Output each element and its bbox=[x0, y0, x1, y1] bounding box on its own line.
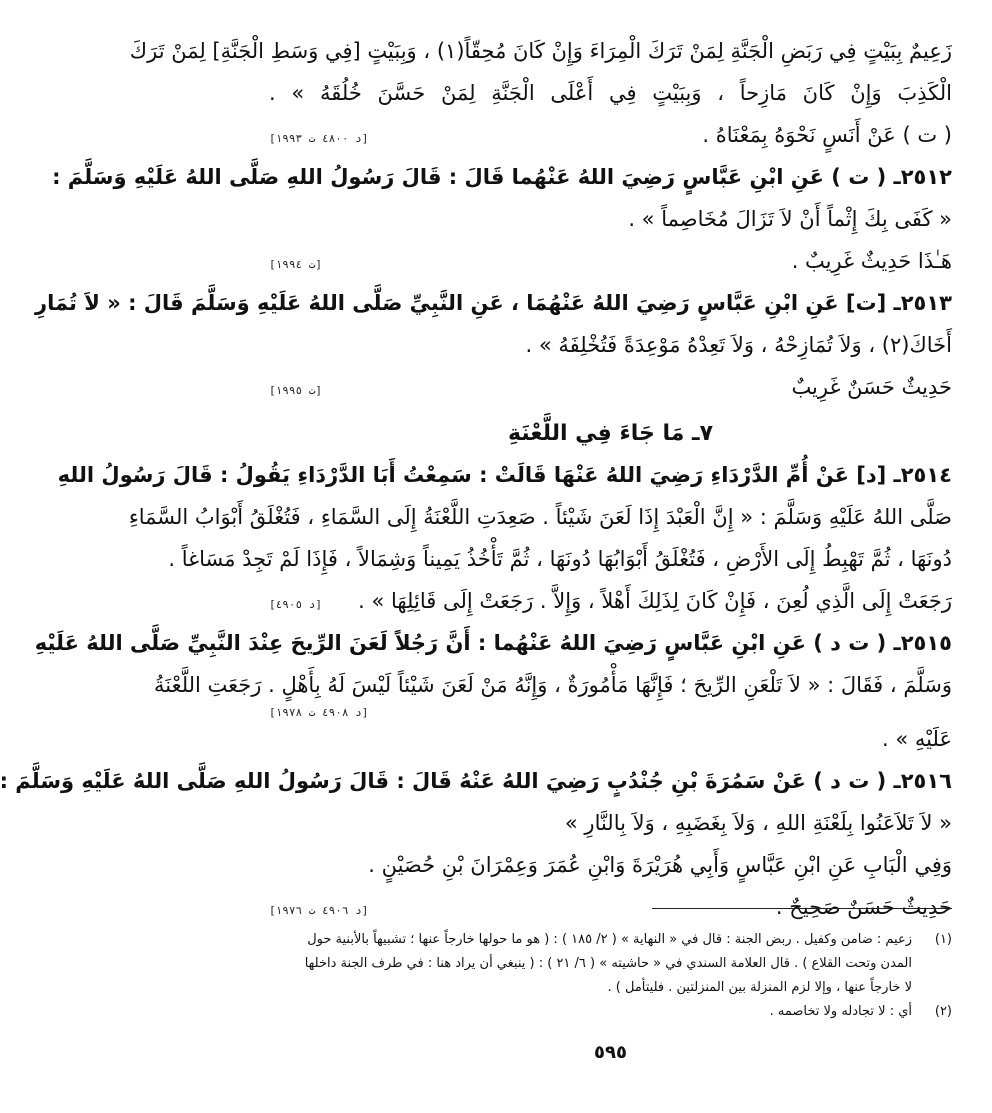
text-line: رَجَعَتْ إِلَى الَّذِي لُعِنَ ، فَإِنْ كَانَ لِذَلِكَ أَهْلاً ، وَإِلاَّ . رَجَعَتْ إِلَى قَائِلِهَا » . bbox=[358, 589, 952, 613]
reference-code: [د ٤٩٠٥] bbox=[269, 598, 322, 611]
text-row bbox=[269, 366, 952, 408]
footnote-line: زعيم : ضامن وكفيل . ربض الجنة : قال في « النهاية » ( ٢/ ١٨٥ ) : ( هو ما حولها خارجاً عنها ؛ تشبيهاً بالأبنية حول bbox=[307, 932, 912, 947]
text-line: عَلَيْهِ » . bbox=[882, 727, 952, 751]
text-line: صَلَّى اللهُ عَلَيْهِ وَسَلَّمَ : « إِنَّ الْعَبْدَ إِذَا لَعَنَ شَيْئاً . صَعِدَتِ اللَّعْنَةُ إِلَى السَّمَاءِ ، فَتُغْلَقُ أَبْوَابُ السَّمَاءِ bbox=[128, 505, 952, 529]
footnote-line: أي : لا تجادله ولا تخاصمه . bbox=[769, 1004, 912, 1019]
hadith-2515-line: ٢٥١٥ـ ( ت د ) عَنِ ابْنِ عَبَّاسٍ رَضِيَ اللهُ عَنْهُما : أَنَّ رَجُلاً لَعَنَ الرِّيحَ عِنْدَ النَّبِيِّ صَلَّى اللهُ عَلَيْهِ bbox=[34, 631, 952, 655]
text-line: دُونَهَا ، ثُمَّ تَهْبِطُ إِلَى الأَرْضِ ، فَتُغْلَقُ أَبْوَابُهَا دُونَهَا ، ثُمَّ تَأْخُذُ يَمِيناً وَشِمَالاً ، فَإِذَا لَمْ تَجِدْ مَسَاغاً . bbox=[168, 547, 952, 571]
footnotes bbox=[269, 928, 952, 1024]
hadith-2512-line: ٢٥١٢ـ ( ت ) عَنِ ابْنِ عَبَّاسٍ رَضِيَ اللهُ عَنْهُما قَالَ : قَالَ رَسُولُ اللهِ صَلَّى اللهُ عَلَيْهِ وَسَلَّمَ : bbox=[52, 165, 952, 189]
footnote-separator bbox=[652, 908, 952, 909]
hadith-2514-line: ٢٥١٤ـ [د] عَنْ أُمِّ الدَّرْدَاءِ رَضِيَ اللهُ عَنْهَا قَالَتْ : سَمِعْتُ أَبَا الدَّرْدَاءِ يَقُولُ : قَالَ رَسُولُ اللهِ bbox=[57, 463, 952, 487]
text-row bbox=[269, 580, 952, 622]
footnote-text bbox=[269, 1000, 912, 1024]
text-line: حَدِيثٌ حَسَنٌ صَحِيحٌ . bbox=[775, 895, 952, 919]
footnote-1 bbox=[269, 928, 952, 1000]
section-title: ٧ـ مَا جَاءَ فِي اللَّعْنَةِ bbox=[507, 421, 714, 446]
footnote-2 bbox=[269, 1000, 952, 1024]
text-line: « كَفَى بِكَ إِثْماً أَنْ لاَ تَزَالَ مُخَاصِماً » . bbox=[628, 207, 952, 231]
text-line: وَسَلَّمَ ، فَقَالَ : « لاَ تَلْعَنِ الرِّيحَ ؛ فَإِنَّهَا مَأْمُورَةٌ ، وَإِنَّهُ مَنْ لَعَنَ شَيْئاً لَيْسَ لَهُ بِأَهْلٍ . رَجَعَتِ اللَّعْنَةُ bbox=[153, 673, 952, 697]
reference-code: [ت ١٩٩٥] bbox=[269, 384, 322, 397]
text-row bbox=[269, 886, 952, 928]
text-row bbox=[269, 114, 952, 156]
footnote-line: المدن وتحت القلاع ) . قال العلامة السندي في « حاشيته » ( ٦/ ٢١ ) : ( ينبغي أن يراد هنا : في طرف الجنة داخلها bbox=[304, 956, 912, 971]
text-line: حَدِيثٌ حَسَنٌ غَرِيبٌ bbox=[791, 375, 952, 399]
text-line: زَعِيمٌ بِبَيْتٍ فِي رَبَضِ الْجَنَّةِ لِمَنْ تَرَكَ الْمِرَاءَ وَإِنْ كَانَ مُحِقّاً(١) ، وَبِبَيْتٍ [فِي وَسَطِ الْجَنَّةِ] لِمَنْ تَرَكَ bbox=[129, 39, 952, 63]
reference-code: [د ٤٨٠٠ ت ١٩٩٣] bbox=[269, 132, 369, 145]
footnote-text bbox=[269, 928, 912, 1000]
text-line: الْكَذِبَ وَإِنْ كَانَ مَازِحاً ، وَبِبَيْتٍ فِي أَعْلَى الْجَنَّةِ لِمَنْ حَسَّنَ خُلُقَهُ » . bbox=[269, 81, 952, 105]
reference-code: [د ٤٩٠٦ ت ١٩٧٦] bbox=[269, 904, 369, 917]
text-line: « لاَ تَلاَعَنُوا بِلَعْنَةِ اللهِ ، وَلاَ بِغَضَبِهِ ، وَلاَ بِالنَّارِ » bbox=[564, 811, 952, 835]
hadith-2516-line: ٢٥١٦ـ ( ت د ) عَنْ سَمُرَةَ بْنِ جُنْدُبٍ رَضِيَ اللهُ عَنْهُ قَالَ : قَالَ رَسُولُ اللهِ صَلَّى اللهُ عَلَيْهِ وَسَلَّمَ : bbox=[0, 769, 952, 793]
footnote-number: (٢) bbox=[934, 1004, 952, 1019]
text-line: هَـٰذَا حَدِيثٌ غَرِيبٌ . bbox=[791, 249, 952, 273]
footnote-number: (١) bbox=[934, 932, 952, 947]
text-row bbox=[269, 240, 952, 282]
reference-code: [د ٤٩٠٨ ت ١٩٧٨] bbox=[269, 706, 369, 719]
hadith-2513-line: ٢٥١٣ـ [ت] عَنِ ابْنِ عَبَّاسٍ رَضِيَ اللهُ عَنْهُمَا ، عَنِ النَّبِيِّ صَلَّى اللهُ عَلَيْهِ وَسَلَّمَ قَالَ : « لاَ تُمَارِ bbox=[35, 291, 952, 315]
text-line: وَفِي الْبَابِ عَنِ ابْنِ عَبَّاسٍ وَأَبِي هُرَيْرَةَ وَابْنِ عُمَرَ وَعِمْرَانَ بْنِ حُصَيْنٍ . bbox=[368, 853, 952, 877]
page-number: ٥٩٥ bbox=[594, 1042, 627, 1063]
text-line: ( ت ) عَنْ أَنَسٍ نَحْوَهُ بِمَعْنَاهُ . bbox=[702, 123, 952, 147]
book-page bbox=[0, 30, 952, 1090]
reference-code: [ت ١٩٩٤] bbox=[269, 258, 322, 271]
footnote-line: لا خارجاً عنها ، وإلا لزم المنزلة بين المنزلتين . فليتأمل ) . bbox=[607, 980, 912, 995]
text-line: أَخَاكَ(٢) ، وَلاَ تُمَازِحْهُ ، وَلاَ تَعِدْهُ مَوْعِدَةً فَتُخْلِفَهُ » . bbox=[525, 333, 952, 357]
